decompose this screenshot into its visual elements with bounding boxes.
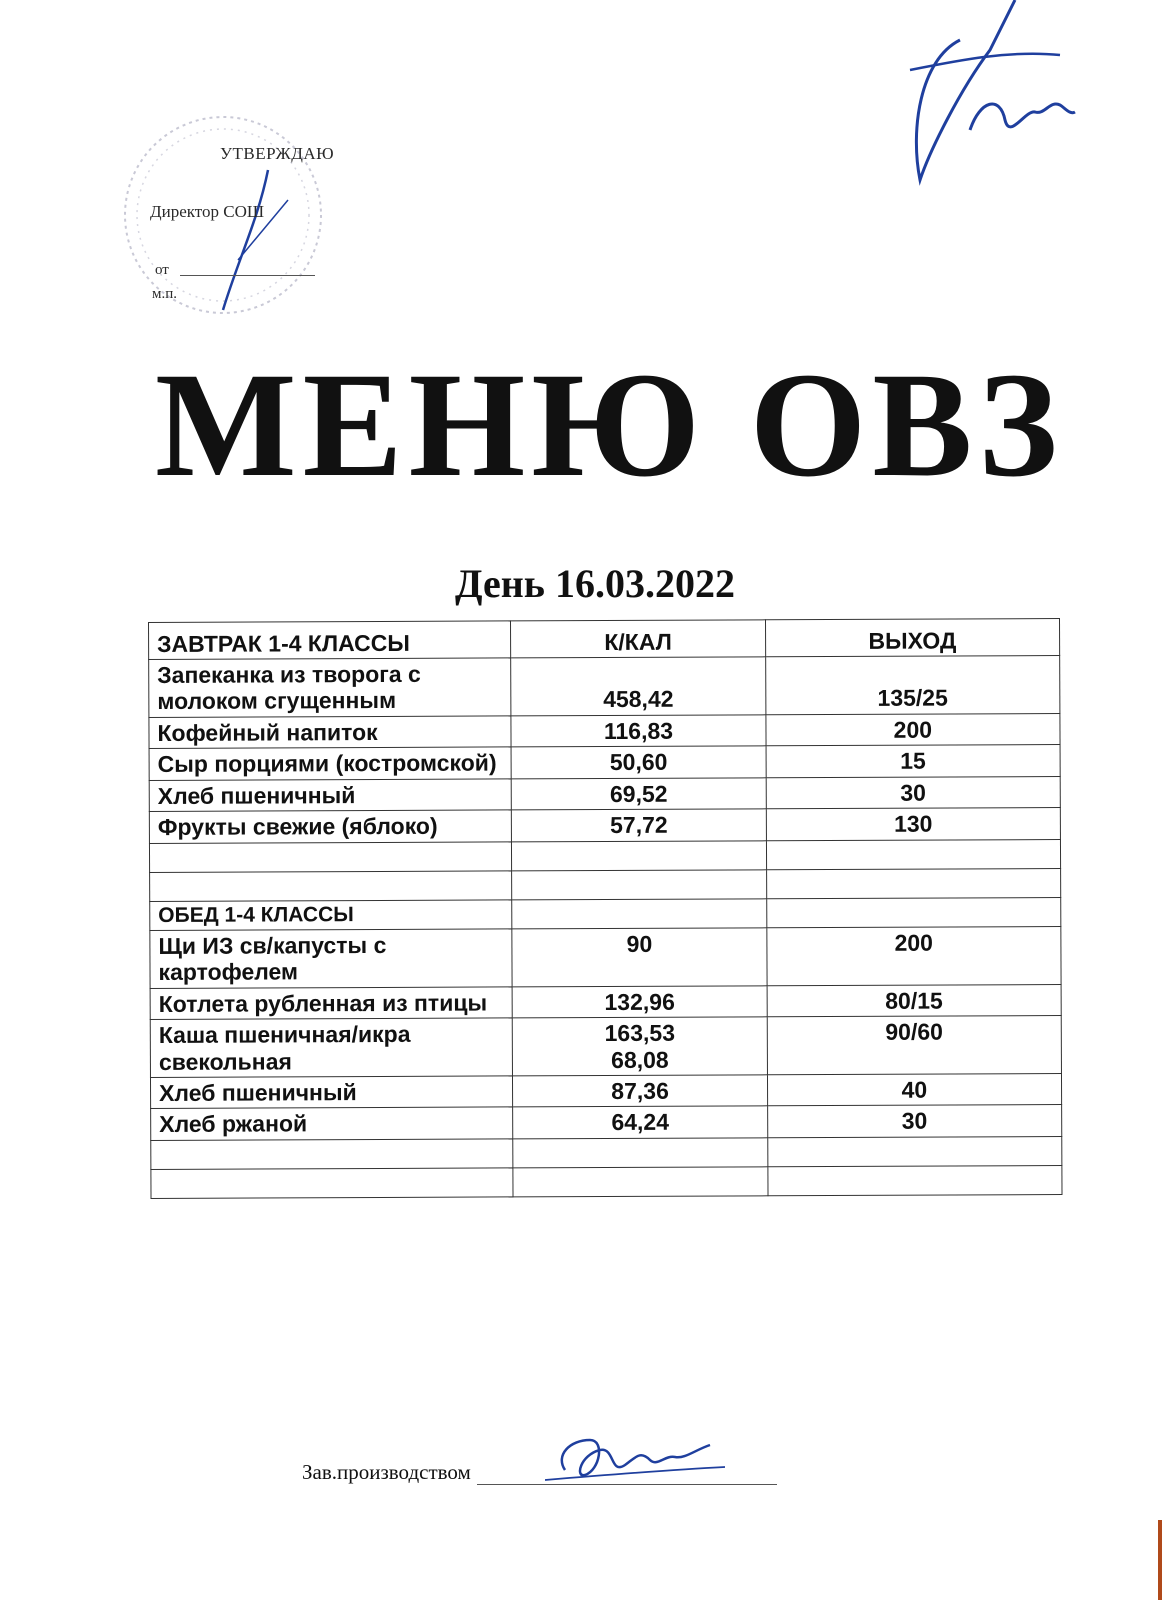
dish-output: 30 — [766, 776, 1060, 809]
footer-label: Зав.производством — [302, 1460, 471, 1484]
approval-title: УТВЕРЖДАЮ — [220, 144, 335, 163]
approval-date-line — [180, 275, 315, 276]
header-output: ВЫХОД — [765, 619, 1059, 657]
director-signature — [900, 0, 1080, 200]
table-row-empty — [151, 1165, 1062, 1198]
dish-name: Хлеб пшеничный — [150, 1076, 512, 1109]
dish-kcal: 458,42 — [511, 657, 766, 716]
dish-output: 130 — [766, 808, 1060, 841]
table-row-empty — [149, 839, 1060, 872]
dish-name: Каша пшеничная/икра свекольная — [150, 1018, 513, 1077]
table-row — [149, 656, 1060, 718]
dish-kcal: 87,36 — [513, 1075, 768, 1108]
table-row — [149, 776, 1060, 811]
dish-name: Хлеб ржаной — [151, 1107, 513, 1140]
menu-date: День 16.03.2022 — [455, 561, 735, 606]
dish-kcal: 90 — [512, 928, 767, 987]
dish-kcal: 57,72 — [512, 809, 767, 842]
dish-kcal: 50,60 — [511, 746, 766, 779]
table-row — [150, 1073, 1061, 1108]
dish-output: 80/15 — [767, 984, 1061, 1017]
approval-date-label: от — [155, 262, 169, 278]
table-row — [150, 926, 1061, 988]
approval-seal-mark: м.п. — [152, 286, 178, 302]
dish-kcal: 116,83 — [511, 715, 766, 748]
header-kcal: К/КАЛ — [511, 620, 766, 658]
table-row — [149, 745, 1060, 780]
lunch-section-title: ОБЕД 1-4 КЛАССЫ — [150, 900, 512, 931]
dish-output: 30 — [767, 1105, 1061, 1138]
dish-name: Фрукты свежие (яблоко) — [149, 810, 511, 843]
menu-table — [148, 618, 1063, 1199]
dish-kcal: 163,53 — [604, 1019, 676, 1047]
header-breakfast: ЗАВТРАК 1-4 КЛАССЫ — [149, 621, 511, 660]
table-row — [150, 1016, 1061, 1078]
dish-kcal: 132,96 — [512, 985, 767, 1018]
dish-name: Запеканка из творога с молоком сгущенным — [149, 658, 512, 717]
dish-output: 200 — [767, 926, 1062, 985]
scan-edge-mark — [1158, 1520, 1162, 1600]
dish-output: 200 — [766, 713, 1060, 746]
dish-kcal: 64,24 — [513, 1106, 768, 1139]
dish-name: Котлета рубленная из птицы — [150, 987, 512, 1020]
dish-output: 40 — [767, 1073, 1061, 1106]
table-row — [149, 808, 1060, 843]
table-header-row — [149, 619, 1060, 660]
table-row — [151, 1105, 1062, 1140]
dish-name: Сыр порциями (костромской) — [149, 747, 511, 780]
dish-output: 15 — [766, 745, 1060, 778]
dish-kcal-second: 68,08 — [611, 1046, 669, 1073]
table-row — [149, 713, 1060, 748]
page-title: МЕНЮ ОВЗ — [155, 342, 1064, 508]
dish-name: Щи ИЗ св/капусты с картофелем — [150, 929, 513, 988]
table-row-empty — [151, 1136, 1062, 1169]
dish-kcal: 69,52 — [511, 778, 766, 811]
approval-director: Директор СОШ — [150, 202, 264, 221]
table-row — [150, 984, 1061, 1019]
production-manager-signature — [545, 1425, 725, 1495]
dish-output: 90/60 — [767, 1016, 1062, 1075]
dish-kcal-group — [513, 1017, 768, 1076]
dish-name: Хлеб пшеничный — [149, 779, 511, 812]
dish-output: 135/25 — [765, 656, 1060, 715]
dish-name: Кофейный напиток — [149, 716, 511, 749]
table-row-empty — [150, 868, 1061, 901]
lunch-section-row — [150, 897, 1061, 930]
